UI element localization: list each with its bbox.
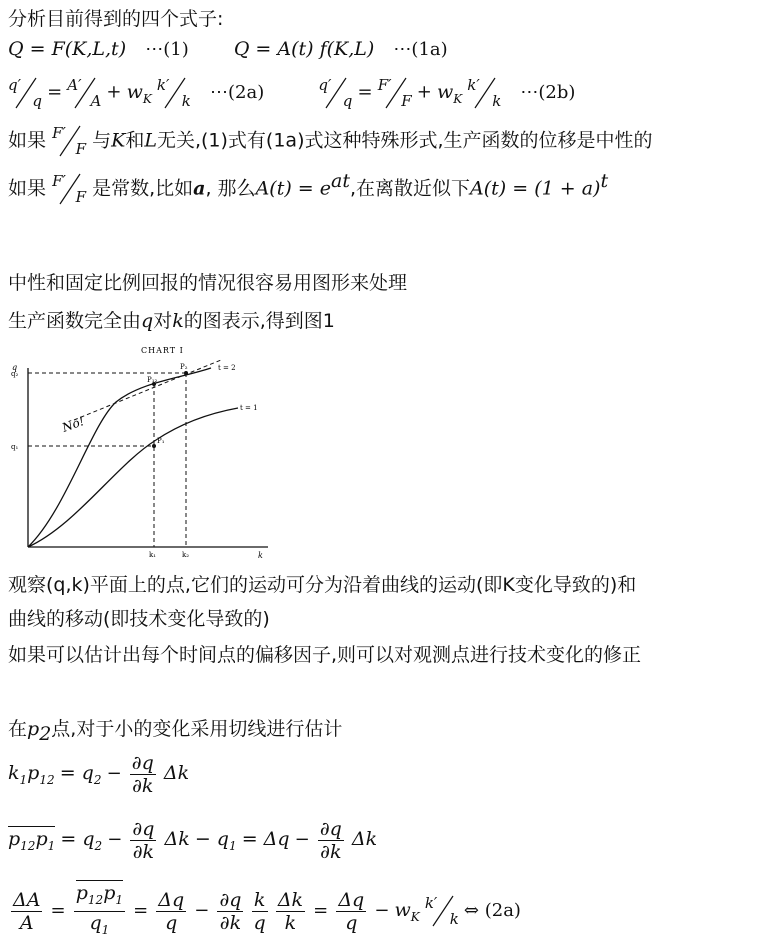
slash-fraction-k: k′ k — [156, 76, 191, 110]
slash-fraction-k-2b: k′ k — [467, 76, 502, 110]
equation-1-tag: ⋯(1) — [145, 39, 189, 60]
equation-row-2: q′ q = A′ A + $w_K$ k′ k ⋯(2a) q′ q = F′ F + $w_K$ k′ k ⋯(2b) — [8, 76, 576, 110]
equation-row-1 — [8, 38, 448, 60]
formula-3: $\frac{\Delta A}{A}$ = $\frac{p_{12}p_1}{q_1}$ = $\frac{\Delta q}{q}$ − $\frac{\partial q}{\partial k}$ $\frac{k}{q}$ $\frac{\Delta k}{k}$ = $\frac{\Delta q}{q}$ − $w_K$ k′ k ⇔ (2a) — [13, 882, 521, 937]
point-p1 — [152, 444, 156, 448]
chart-title: CHART I — [141, 346, 184, 355]
chart-1 — [6, 340, 276, 562]
paragraph-production: 生产函数完全由q对k的图表示,得到图1 — [8, 310, 335, 332]
equation-2a-tag: ⋯(2a) — [209, 81, 265, 103]
slash-fraction-q-2b: q′ q — [318, 76, 353, 110]
y-axis-label: q — [12, 363, 18, 372]
tangent-line — [74, 360, 221, 420]
slash-fraction-q: q′ q — [8, 76, 42, 110]
y-tick-q1: q₁ — [11, 443, 19, 451]
slash-fraction-F-inline: F′ F — [52, 124, 87, 158]
x-axis-label: k — [258, 551, 263, 560]
observation-line-1: 观察(q,k)平面上的点,它们的运动可分为沿着曲线的运动(即K变化导致的)和 — [8, 574, 637, 596]
equation-2b-tag: ⋯(2b) — [520, 81, 576, 103]
annotation-no: No! — [60, 413, 87, 435]
x-tick-k1: k₁ — [149, 551, 157, 559]
formula-1: $k_1p_{12} = q_2$ − $\frac{\partial q}{\partial k}$ Δk — [8, 752, 190, 797]
curve-t1 — [28, 408, 238, 547]
partial-fraction: $\frac{\partial q}{\partial k}$ — [131, 752, 154, 797]
equation-1a-tag: ⋯(1a) — [393, 39, 448, 60]
paragraph-neutral: 中性和固定比例回报的情况很容易用图形来处理 — [8, 272, 408, 294]
point-p2 — [184, 371, 188, 375]
constant-line: 如果 F′ F 是常数,比如a, 那么$A(t) = e^{at}$,在离散近似下$A(t) = (1 + a)^t$ — [8, 170, 609, 206]
equation-1a: Q = A(t) f(K,L) — [233, 38, 375, 60]
slash-fraction-A: A′ A — [67, 76, 102, 110]
observation-line-3: 如果可以估计出每个时间点的偏移因子,则可以对观测点进行技术变化的修正 — [8, 644, 642, 666]
label-p12: P₁₂ — [147, 376, 158, 384]
observation-line-2: 曲线的移动(即技术变化导致的) — [8, 608, 270, 630]
slash-fraction-F: F′ F — [377, 76, 412, 110]
y-tick-q2: q₂ — [11, 370, 19, 378]
x-tick-k2: k₂ — [182, 551, 190, 559]
label-p2: P₂ — [180, 363, 188, 371]
label-t2: t = 2 — [218, 364, 236, 372]
slash-fraction-F-inline-2: F′ F — [52, 171, 87, 206]
label-t1: t = 1 — [240, 404, 258, 412]
equation-1: Q = F(K,L,t) — [8, 38, 127, 60]
neutral-shift-line: 如果 F′ F 与K和L无关,(1)式有(1a)式这种特殊形式,生产函数的位移是中性的 — [8, 124, 653, 158]
intro-line: 分析目前得到的四个式子: — [8, 8, 224, 30]
formula-2: $p_{12}p_1 = q_2$ − $\frac{\partial q}{\partial k}$ $\Delta k - q_1 = \Delta q$ − $\frac{\partial q}{\partial k}$ Δk — [8, 818, 378, 863]
p2-point-line: 在$p_2$点,对于小的变化采用切线进行估计 — [8, 718, 343, 745]
label-p1: P₁ — [157, 437, 165, 445]
curve-t2 — [28, 368, 211, 547]
